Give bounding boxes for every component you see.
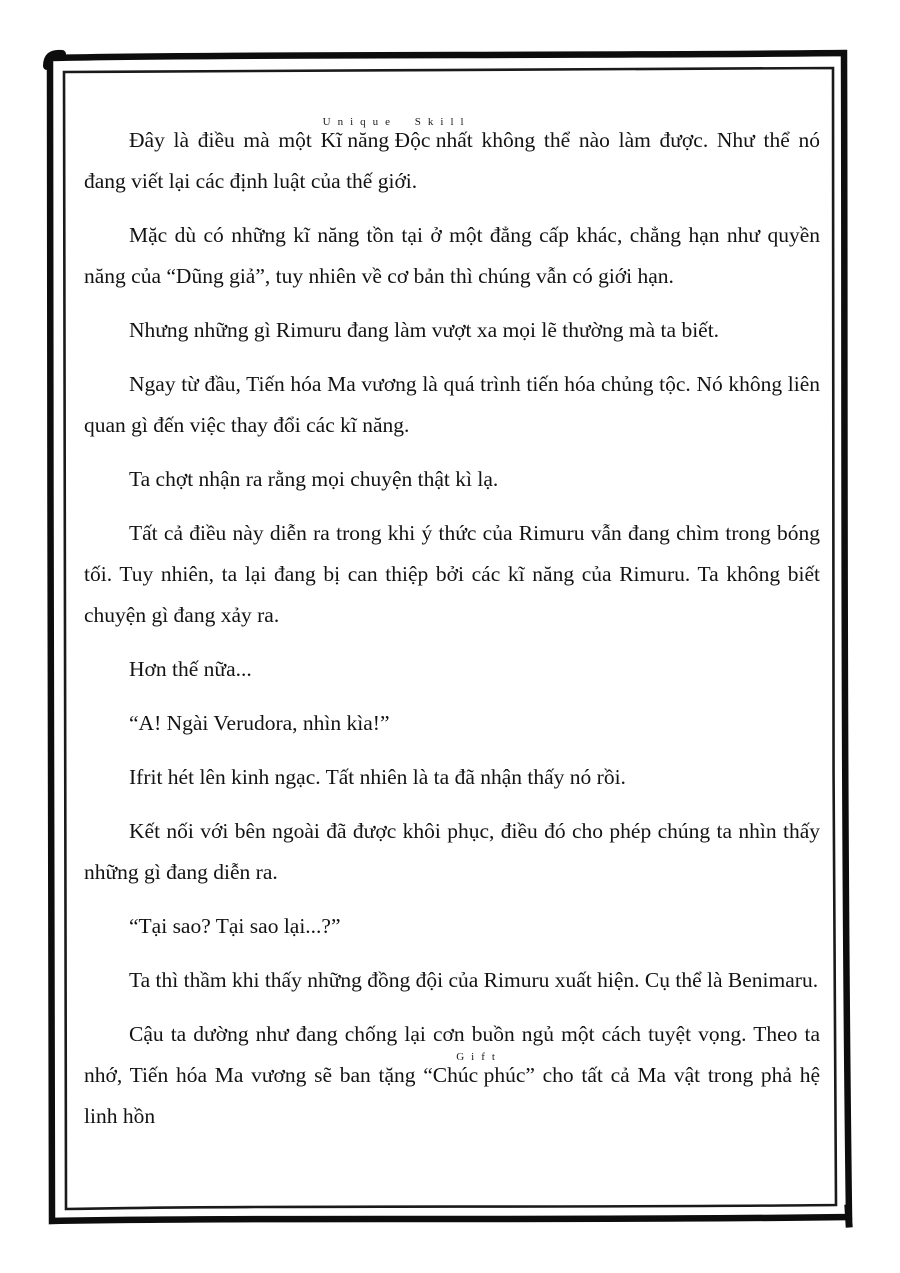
paragraph: Ifrit hét lên kinh ngạc. Tất nhiên là ta đã nhận thấy nó rồi. xyxy=(129,765,626,789)
paragraph: Đây là điều mà một Unique Skill Kĩ năng Độc nhất không thể nào làm được. Như thể nó đang viết lại các định luật của thế giới. xyxy=(84,116,820,193)
ruby-annotation: Unique Skill xyxy=(322,116,471,128)
paragraph: Cậu ta dường như đang chống lại cơn buồn ngủ một cách tuyệt vọng. Theo ta nhớ, Tiến hóa Ma vương sẽ ban tặng Gift “Chúc phúc” cho tất cả Ma vật trong phả hệ linh hồn xyxy=(84,1022,820,1128)
paragraph: Ta thì thầm khi thấy những đồng đội của Rimuru xuất hiện. Cụ thể là Benimaru. xyxy=(129,968,819,992)
paragraph: Hơn thế nữa... xyxy=(129,657,252,681)
paragraph: Ngay từ đầu, Tiến hóa Ma vương là quá trình tiến hóa chủng tộc. Nó không liên quan gì đến việc thay đổi các kĩ năng. xyxy=(84,372,820,437)
page-text xyxy=(84,116,820,1137)
paragraph: Nhưng những gì Rimuru đang làm vượt xa mọi lẽ thường mà ta biết. xyxy=(129,318,720,342)
paragraph: “A! Ngài Verudora, nhìn kìa!” xyxy=(129,711,390,735)
ruby-base-text: Kĩ năng Độc nhất xyxy=(320,128,473,152)
frame-corner-accent-top-left xyxy=(47,54,62,66)
paragraph: Kết nối với bên ngoài đã được khôi phục, điều đó cho phép chúng ta nhìn thấy những gì đang diễn ra. xyxy=(84,819,820,884)
frame-corner-accent-bottom-right xyxy=(848,1208,849,1224)
paragraph: “Tại sao? Tại sao lại...?” xyxy=(129,914,341,938)
paragraph: Ta chợt nhận ra rằng mọi chuyện thật kì lạ. xyxy=(129,467,499,491)
ruby-base-text: “Chúc phúc” xyxy=(423,1063,535,1087)
ruby-annotation: Gift xyxy=(456,1051,502,1063)
ruby-annotated-phrase xyxy=(320,116,473,161)
paragraph: Tất cả điều này diễn ra trong khi ý thức của Rimuru vẫn đang chìm trong bóng tối. Tuy nhiên, ta lại đang bị can thiệp bởi các kĩ năng của Rimuru. Ta không biết chuyện gì đang xảy ra. xyxy=(84,521,820,627)
ruby-annotated-phrase xyxy=(423,1051,535,1096)
paragraph: Mặc dù có những kĩ năng tồn tại ở một đẳng cấp khác, chẳng hạn như quyền năng của “Dũng giả”, tuy nhiên về cơ bản thì chúng vẫn có giới hạn. xyxy=(84,223,820,288)
